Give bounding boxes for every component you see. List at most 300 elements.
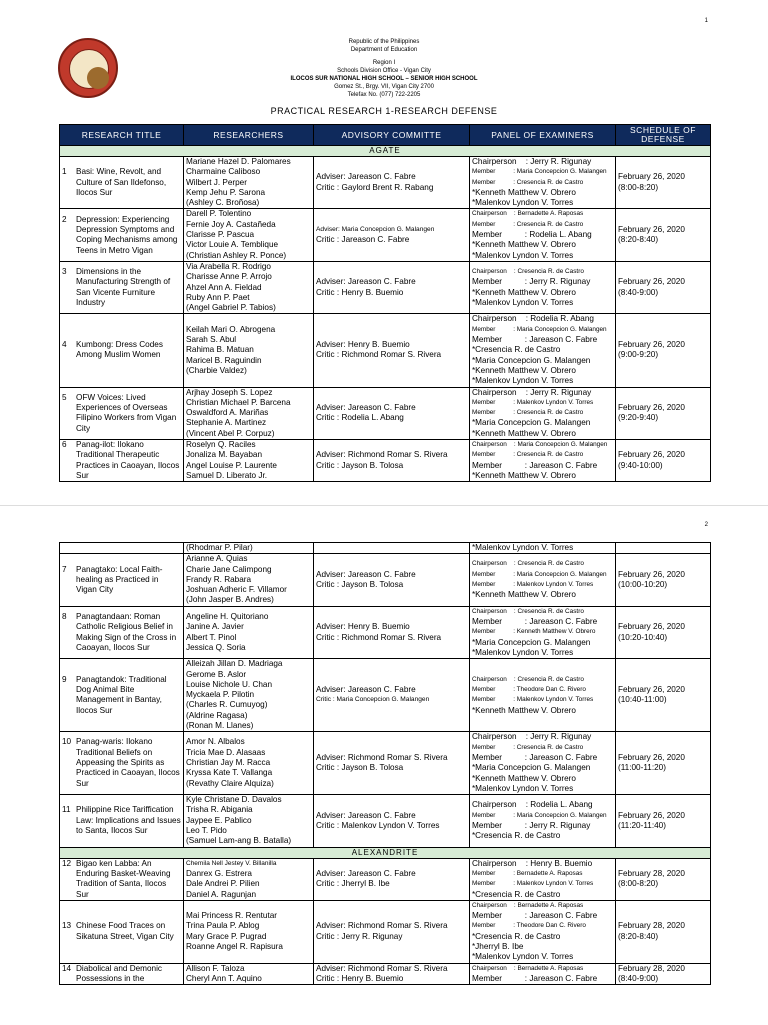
schedule-cell [616,440,711,482]
research-title: Basi: Wine, Revolt, and Culture of San Ildefonso, Ilocos Sur [76,167,167,197]
advisory-cell [314,554,470,606]
division-line: Schools Division Office - Vigan City [337,68,431,74]
researcher-name: Ahzel Ann A. Fieldad [186,282,262,292]
col-panel: PANEL OF EXAMINERS [470,125,616,146]
panel-cell [470,963,616,985]
row-number: 5 [62,392,67,402]
researcher-name: (Christian Ashley R. Ponce) [186,250,287,260]
panel-member: *Kenneth Matthew V. Obrero [472,287,576,297]
researcher-name: Fernie Joy A. Castañeda [186,219,276,229]
researcher-name: Angel Louise P. Laurente [186,460,277,470]
defense-time: (10:40-11:00) [618,695,667,705]
defense-time: (8:20-8:40) [618,235,659,245]
research-title-cell [60,261,184,313]
panel-member: *Malenkov Lyndon V. Torres [472,783,574,793]
panel-cell [470,209,616,261]
row-number: 7 [62,564,67,574]
schedule-cell [616,157,711,209]
adviser: Adviser: Jareason C. Fabre [316,569,416,579]
schedule-cell [616,900,711,963]
table-row [60,732,711,795]
defense-time: (10:20-10:40) [618,632,668,642]
panel-member: Member : Cresencia R. de Castro [472,409,584,417]
col-researchers: RESEARCHERS [184,125,314,146]
school-line: ILOCOS SUR NATIONAL HIGH SCHOOL – SENIOR HIGH SCHOOL [290,76,478,82]
research-title: Depression: Experiencing Depression Symptoms and Coping Mechanisms among Teens in Metro Vigan [76,214,178,255]
adviser: Adviser: Richmond Romar S. Rivera [316,752,448,762]
panel-cell [470,387,616,439]
panel-cell [470,795,616,847]
defense-date: February 26, 2020 [618,752,685,762]
advisory-cell [314,659,470,732]
researcher-name: Joshuan Adheric F. Villamor [186,585,287,595]
panel-member: *Cresencia R. de Castro [472,831,561,841]
defense-date: February 26, 2020 [618,340,685,350]
defense-time: (9:40-10:00) [618,460,663,470]
panel-member: *Kenneth Matthew V. Obrero [472,365,576,375]
researcher-name: (Angel Gabriel P. Tabios) [186,303,276,313]
row-number: 12 [62,858,72,868]
researcher-name: Kemp Jehu P. Sarona [186,187,266,197]
researcher-name: Charmaine Caliboso [186,167,261,177]
researcher-name: Charisse Anne P. Arrojo [186,272,272,282]
panel-member: Member : Cresencia R. de Castro [472,451,584,459]
table-row [60,606,711,658]
panel-member: Chairperson : Jerry R. Rigunay [472,387,592,397]
panel-member: Chairperson : Bernadette A. Raposas [472,901,584,909]
adviser: Adviser: Henry B. Buemio [316,622,410,632]
researcher-name: Danrex G. Estrera [186,868,252,878]
research-title: Panagtandaan: Roman Catholic Religious Belief in Making Sign of the Cross in Caoayan, Ilocos Sur [76,611,177,652]
col-schedule: SCHEDULE OF DEFENSE [616,125,711,146]
panel-member: Member : Rodelia L. Abang [472,230,592,240]
adviser: Adviser: Richmond Romar S. Rivera [316,450,448,460]
row-number: 14 [62,963,72,973]
panel-member: Member : Jerry R. Rigunay [472,820,591,830]
panel-member: Chairperson : Cresencia R. de Castro [472,607,584,615]
defense-time: (11:00-11:20) [618,763,666,773]
panel-cell [470,900,616,963]
schedule-cell [616,963,711,985]
research-title: Panagtandok: Traditional Dog Animal Bite Management in Bantay, Ilocos Sur [76,674,167,715]
critic: Critic : Gaylord Brent R. Rabang [316,182,434,192]
researcher-name: Myckaela P. Pilotin [186,690,255,700]
researcher-name: Charie Jane Calimpong [186,564,272,574]
department-line: Department of Education [350,47,418,53]
panel-cell [470,606,616,658]
researcher-name: Rahima B. Matuan [186,345,254,355]
adviser: Adviser: Jareason C. Fabre [316,810,416,820]
table-row [60,659,711,732]
document-title: PRACTICAL RESEARCH 1-RESEARCH DEFENSE [270,106,498,116]
panel-cell [470,659,616,732]
panel-cell [470,554,616,606]
row-number: 13 [62,921,72,931]
adviser: Adviser: Jareason C. Fabre [316,277,416,287]
panel-member: Member : Jareason C. Fabre [472,460,598,470]
researchers-cell [184,261,314,313]
critic: Critic : Henry B. Buemio [316,287,404,297]
row-number: 1 [62,167,67,177]
critic: Critic : Jayson B. Tolosa [316,460,404,470]
table-row [60,963,711,985]
critic: Critic : Jayson B. Tolosa [316,763,404,773]
research-title: Kumbong: Dress Codes Among Muslim Women [76,340,163,360]
research-title: Panag-waris: Ilokano Traditional Beliefs on Appeasing the Spirits as Practiced in Caoayan, Ilocos Sur [76,737,180,788]
research-title: Dimensions in the Manufacturing Strength of San Vicente Furniture Industry [76,267,171,307]
panel-member: Chairperson : Henry B. Buemio [472,858,593,868]
researcher-name: Leo T. Pido [186,826,227,836]
schedule-cell [616,732,711,795]
panel-member: *Cresencia R. de Castro [472,931,561,941]
address-line: Gomez St., Brgy. VII, Vigan City 2700 [334,84,434,90]
adviser: Adviser: Richmond Romar S. Rivera [316,921,448,931]
panel-cell [470,261,616,313]
panel-member: *Cresencia R. de Castro [472,889,561,899]
panel-member: Member : Jareason C. Fabre [472,617,598,627]
panel-member: Chairperson : Bernadette A. Raposas [472,964,584,972]
defense-time: (8:00-8:20) [618,182,659,192]
researcher-name: Alleizah Jillan D. Madriaga [186,659,283,669]
panel-member: Member : Malenkov Lyndon V. Torres [472,880,594,888]
defense-date: February 26, 2020 [618,224,685,234]
research-title: Panagtako: Local Faith-healing as Practiced in Vigan City [76,564,163,595]
panel-member: Member : Cresencia R. de Castro [472,743,584,751]
research-title-cell [60,795,184,847]
page-number: 1 [704,18,708,24]
row-number: 3 [62,267,67,277]
critic: Critic : Jayson B. Tolosa [316,580,404,590]
research-title: Panag-ilot: Ilokano Traditional Therapeutic Practices in Caoayan, Ilocos Sur [76,440,180,480]
researchers-cell [184,440,314,482]
researcher-name: (Revathy Claire Alquiza) [186,778,274,788]
researchers-cell [184,732,314,795]
panel-member: Chairperson : Cresencia R. de Castro [472,268,584,276]
schedule-cell [616,795,711,847]
advisory-cell [314,606,470,658]
critic: Critic : Jareason C. Fabre [316,235,410,245]
panel-cell [470,440,616,482]
adviser: Adviser: Jareason C. Fabre [316,868,416,878]
researcher-name: Christian Michael P. Barcena [186,397,291,407]
defense-date: February 26, 2020 [618,622,685,632]
researcher-name: Gerome B. Aslor [186,669,247,679]
row-number: 6 [62,440,67,450]
panel-member: *Malenkov Lyndon V. Torres [472,647,574,657]
adviser: Adviser: Jareason C. Fabre [316,172,416,182]
panel-member: Member : Jerry R. Rigunay [472,277,591,287]
panel-member: *Malenkov Lyndon V. Torres [472,952,574,962]
defense-schedule-table [59,124,711,482]
schedule-cell [616,261,711,313]
panel-member: Member : Jareason C. Fabre [472,335,598,345]
table-row [60,554,711,606]
research-title-cell [60,606,184,658]
researcher-name: Mary Grace P. Pugrad [186,931,267,941]
defense-date: February 26, 2020 [618,172,685,182]
panel-member: *Kenneth Matthew V. Obrero [472,590,576,600]
defense-date: February 26, 2020 [618,685,685,694]
panel-member: *Kenneth Matthew V. Obrero [472,428,576,438]
researcher-name: (John Jasper B. Andres) [186,595,274,605]
researcher-name: Mai Princess R. Rentutar [186,911,278,921]
critic: Critic : Maria Concepcion G. Malangen [316,696,430,704]
researcher-name: Angeline H. Quitoriano [186,611,269,621]
critic: Critic : Richmond Romar S. Rivera [316,350,442,360]
advisory-cell [314,314,470,387]
research-title: Diabolical and Demonic Possessions in the [76,963,163,983]
panel-member: *Malenkov Lyndon V. Torres [472,376,574,386]
defense-time: (8:00-8:20) [618,879,659,889]
panel-member: Member : Theodore Dan C. Rivero [472,686,586,693]
adviser: Adviser: Henry B. Buemio [316,340,410,350]
defense-date: February 26, 2020 [618,569,685,579]
researcher-name: (Charbie Valdez) [186,365,247,375]
research-title-cell [60,900,184,963]
panel-member: *Maria Concepcion G. Malangen [472,637,591,647]
research-title: OFW Voices: Lived Experiences of Overseas Filipino Workers from Vigan City [76,392,177,433]
table-row [60,900,711,963]
schedule-cell [616,659,711,732]
adviser: Adviser: Jareason C. Fabre [316,685,416,694]
researcher-name: Samuel D. Liberato Jr. [186,470,268,480]
schedule-cell [616,858,711,900]
research-title: Bigao ken Labba: An Enduring Basket-Weaving Tradition of Santa, Ilocos Sur [76,858,171,899]
panel-cell [470,858,616,900]
researcher-name: Stephanie A. Martinez [186,418,267,428]
telefax-line: Telefax No. (077) 722-2205 [347,92,421,98]
table-row [60,440,711,482]
defense-date: February 26, 2020 [618,450,685,460]
table-row [60,795,711,847]
panel-member: Member : Maria Concepcion G. Malangen [472,168,607,176]
adviser: Adviser: Jareason C. Fabre [316,402,416,412]
panel-member: Member : Malenkov Lyndon V. Torres [472,398,594,406]
panel-member: *Kenneth Matthew V. Obrero [472,240,576,250]
panel-cell: *Malenkov Lyndon V. Torres [470,543,616,554]
defense-time: (9:00-9:20) [618,350,659,360]
panel-member: *Maria Concepcion G. Malangen [472,355,591,365]
researcher-name: (Charles R. Cumuyog) [186,700,268,710]
researcher-name: Sarah S. Abul [186,335,237,345]
researcher-name: Tricia Mae D. Alasaas [186,747,266,757]
defense-date: February 28, 2020 [618,963,685,973]
researcher-name: Daniel A. Ragunjan [186,889,257,899]
advisory-cell [314,387,470,439]
panel-member: Member : Theodore Dan C. Rivero [472,922,586,930]
researcher-name: Jonaliza M. Bayaban [186,450,263,460]
panel-member: Chairperson : Bernadette A. Raposas [472,210,584,218]
defense-time: (8:20-8:40) [618,931,659,941]
row-number: 2 [62,214,67,224]
researcher-name: Via Arabella R. Rodrigo [186,261,271,271]
panel-member: *Malenkov Lyndon V. Torres [472,250,574,260]
col-advisory: ADVISORY COMMITTE [314,125,470,146]
researcher-name: Cheryl Ann T. Aquino [186,973,262,983]
row-number: 9 [62,674,67,684]
researchers-cell [184,963,314,985]
panel-member: Member : Jareason C. Fabre [472,752,598,762]
researcher-name: Arianne A. Quias [186,554,248,564]
panel-member: Member : Maria Concepcion G. Malangen [472,570,607,578]
researcher-name: Maricel B. Raguindin [186,355,262,365]
defense-time: (11:20-11:40) [618,820,666,830]
advisory-cell [314,858,470,900]
panel-member: Chairperson : Cresencia R. de Castro [472,560,584,568]
panel-member: Member : Jareason C. Fabre [472,911,598,921]
defense-date: February 26, 2020 [618,277,685,287]
researchers-cell [184,157,314,209]
panel-member: Member : Kenneth Matthew V. Obrero [472,628,596,636]
schedule-cell [616,314,711,387]
researcher-name: Louise Nichole U. Chan [186,679,273,689]
researcher-name: Allison F. Taloza [186,963,245,973]
researcher-name: Darell P. Tolentino [186,209,252,219]
adviser: Adviser: Maria Concepcion G. Malangen [316,225,435,233]
panel-cell [470,732,616,795]
research-title-cell [60,440,184,482]
researcher-name: Keilah Mari O. Abrogena [186,324,276,334]
researchers-cell [184,314,314,387]
page-2 [0,505,768,1025]
researchers-cell [184,858,314,900]
panel-member: *Cresencia R. de Castro [472,345,561,355]
defense-date: February 28, 2020 [618,921,685,931]
row-number: 10 [62,737,72,747]
row-number: 4 [62,340,67,350]
researcher-name: Amor N. Albalos [186,737,245,747]
panel-member: Chairperson : Cresencia R. de Castro [472,675,584,683]
table-row [60,314,711,387]
panel-member: Chairperson : Rodelia L. Abang [472,800,593,810]
col-research-title: RESEARCH TITLE [60,125,184,146]
schedule-cell [616,387,711,439]
panel-member: Member : Maria Concepcion G. Malangen [472,325,607,333]
research-title-cell [60,963,184,985]
researcher-name: Trina Paula P. Ablog [186,921,260,931]
defense-date: February 26, 2020 [618,402,685,412]
research-title: Philippine Rice Tariffication Law: Implications and Issues to Santa, Ilocos Sur [76,805,181,836]
page-number: 2 [704,522,708,528]
researcher-name: Wilbert J. Perper [186,177,247,187]
table-row [60,157,711,209]
critic: Critic : Henry B. Buemio [316,973,404,983]
critic: Critic : Rodelia L. Abang [316,413,404,423]
schedule-cell [616,606,711,658]
panel-cell [470,314,616,387]
researchers-cell [184,659,314,732]
researcher-name: Janine A. Javier [186,622,244,632]
panel-member: Member : Maria Concepcion G. Malangen [472,811,607,819]
panel-member: *Maria Concepcion G. Malangen [472,418,591,428]
research-title-cell [60,554,184,606]
panel-member: *Malenkov Lyndon V. Torres [472,298,574,307]
section-agate: AGATE [60,146,711,157]
researcher-name: Oswaldford A. Mariñas [186,408,269,418]
republic-line: Republic of the Philippines [348,39,420,45]
researchers-cell [184,606,314,658]
panel-member: Chairperson : Maria Concepcion G. Malangen [472,441,608,449]
researcher-name: Albert T. Pinol [186,632,237,642]
table-row [60,209,711,261]
research-title-cell [60,314,184,387]
advisory-cell [314,440,470,482]
advisory-cell [314,261,470,313]
panel-member: Chairperson : Rodelia R. Abang [472,314,594,324]
section-alexandrite: ALEXANDRITE [60,847,711,858]
letterhead [0,38,768,99]
defense-time: (9:20-9:40) [618,413,659,423]
table-row [60,261,711,313]
panel-member: *Maria Concepcion G. Malangen [472,763,591,773]
row-number: 11 [62,805,71,815]
panel-member: Member : Jareason C. Fabre [472,973,598,983]
page-1 [0,0,768,500]
schedule-cell [616,209,711,261]
research-title-cell [60,387,184,439]
panel-member: *Jherryl B. Ibe [472,941,524,951]
researcher-name: Clarisse P. Pascua [186,230,255,240]
advisory-cell [314,732,470,795]
researcher-name: Dale Andrei P. Pilien [186,879,260,889]
researcher-name: (Ashley C. Broñosa) [186,198,260,208]
research-title-cell [60,209,184,261]
panel-member: Member : Malenkov Lyndon V. Torres [472,581,594,589]
researchers-cell [184,554,314,606]
panel-member: *Kenneth Matthew V. Obrero [472,705,576,715]
researchers-cell: (Rhodmar P. Pilar) [184,543,314,554]
defense-time: (8:40-9:00) [618,287,659,297]
panel-member: *Kenneth Matthew V. Obrero [472,773,576,783]
adviser: Adviser: Richmond Romar S. Rivera [316,963,448,973]
researcher-name: Kyle Christane D. Davalos [186,795,282,805]
defense-time: (8:40-9:00) [618,973,659,983]
row-number: 8 [62,611,67,621]
researcher-name: Kryssa Kate T. Vallanga [186,768,273,778]
critic: Critic : Richmond Romar S. Rivera [316,632,442,642]
table-row [60,387,711,439]
researcher-name: (Aldrine Ragasa) [186,710,248,720]
panel-member: Chairperson : Jerry R. Rigunay [472,157,592,166]
table-row [60,543,711,554]
panel-member: *Kenneth Matthew V. Obrero [472,470,576,480]
researchers-cell [184,387,314,439]
panel-member: Member : Malenkov Lyndon V. Torres [472,696,594,704]
researcher-name: Christian Jay M. Racca [186,758,271,768]
panel-member: Chairperson : Jerry R. Rigunay [472,732,592,742]
panel-member: *Kenneth Matthew V. Obrero [472,187,576,197]
defense-time: (10:00-10:20) [618,580,668,590]
advisory-cell [314,900,470,963]
researcher-name: (Vincent Abel P. Corpuz) [186,428,275,438]
research-title-cell [60,732,184,795]
table-row [60,858,711,900]
advisory-cell [314,963,470,985]
researcher-name: Frandy R. Rabara [186,574,252,584]
panel-member: *Malenkov Lyndon V. Torres [472,198,574,208]
research-title-cell [60,858,184,900]
researcher-name: Roselyn Q. Raciles [186,440,256,450]
researcher-name: Trisha R. Abigania [186,805,253,815]
panel-member: Member : Cresencia R. de Castro [472,178,584,186]
defense-date: February 28, 2020 [618,868,685,878]
panel-cell [470,157,616,209]
region-line: Region I [372,60,396,66]
critic: Critic : Malenkov Lyndon V. Torres [316,820,440,830]
researchers-cell [184,900,314,963]
panel-member: Member : Cresencia R. de Castro [472,220,584,228]
researcher-name: Arjhay Joseph S. Lopez [186,387,273,397]
